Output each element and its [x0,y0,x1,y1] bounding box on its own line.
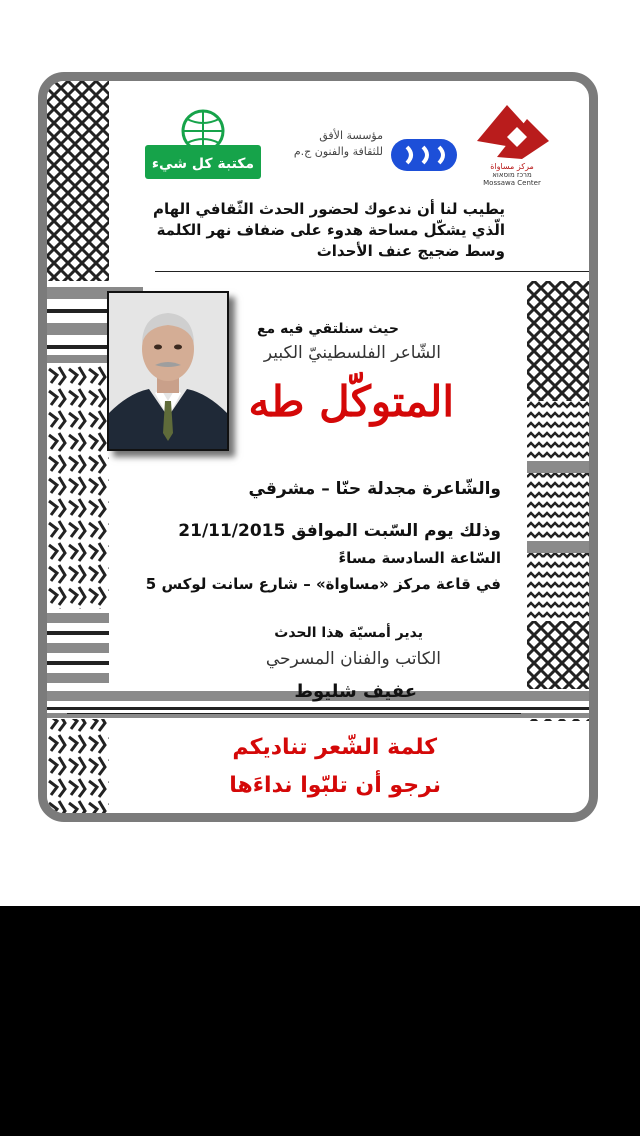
mossawa-english-label: Mossawa Center [483,179,541,187]
intro-line-2: الّذي يشكّل مساحة هدوء على ضفاف نهر الكلمة [156,221,505,239]
host-title: الكاتب والفنان المسرحي [265,649,441,669]
event-time: السّاعة السادسة مساءً [338,549,501,567]
intro-line-3: وسط ضجيج عنف الأحداث [316,242,505,260]
keffiyeh-pattern-right-mid [527,401,589,621]
top-divider [155,271,598,272]
mossawa-hebrew-label: מרכז מוסאוא [492,171,532,179]
poet-name: المتوكّل طه [248,377,454,426]
slogan-line-1: كلمة الشّعر تناديكم [232,735,437,760]
ofek-foundation-logo [287,121,457,181]
event-date: وذلك يوم السّبت الموافق 21/11/2015 [178,521,501,541]
keffiyeh-pattern-right-top [527,281,589,401]
kol-shi-library-logo [143,105,263,185]
kol-shi-logo-text: مكتبة كل شيء [151,156,255,172]
keffiyeh-pattern-left-mid [47,365,109,609]
sponsor-logos [137,91,557,191]
intro-paragraph [115,199,505,262]
poet-portrait-image [109,293,227,449]
mossawa-arabic-label: مركز مساواة [490,162,534,171]
mossawa-center-logo [467,97,557,187]
poetess-line: والشّاعرة مجدلة حنّا – مشرقي [248,479,501,499]
keffiyeh-stripes-left-lower [47,609,109,689]
ofek-emblem-icon [389,135,459,175]
intro-line-1: يطيب لنا أن ندعوك لحضور الحدث الثّقافي الهام [152,200,505,218]
ofek-name-line1: مؤسسة الأفق [319,129,383,142]
bottom-divider [67,713,521,714]
host-label: يدير أمسيّة هذا الحدث [274,625,423,641]
host-name: عفيف شليوط [294,681,417,702]
ofek-name-line2: للثقافة والفنون ج.م [293,145,383,158]
meet-text: حيث سنلتقي فيه مع [256,321,399,337]
slogan-line-2: نرجو أن تلبّوا نداءَها [229,773,441,798]
invitation-card [38,72,598,822]
poet-title: الشّاعر الفلسطينيّ الكبير [263,343,441,363]
keffiyeh-pattern-left-top [47,81,109,281]
poet-portrait [107,291,229,451]
event-place: في قاعة مركز «مساواة» – شارع سانت لوكس 5 [145,575,501,593]
